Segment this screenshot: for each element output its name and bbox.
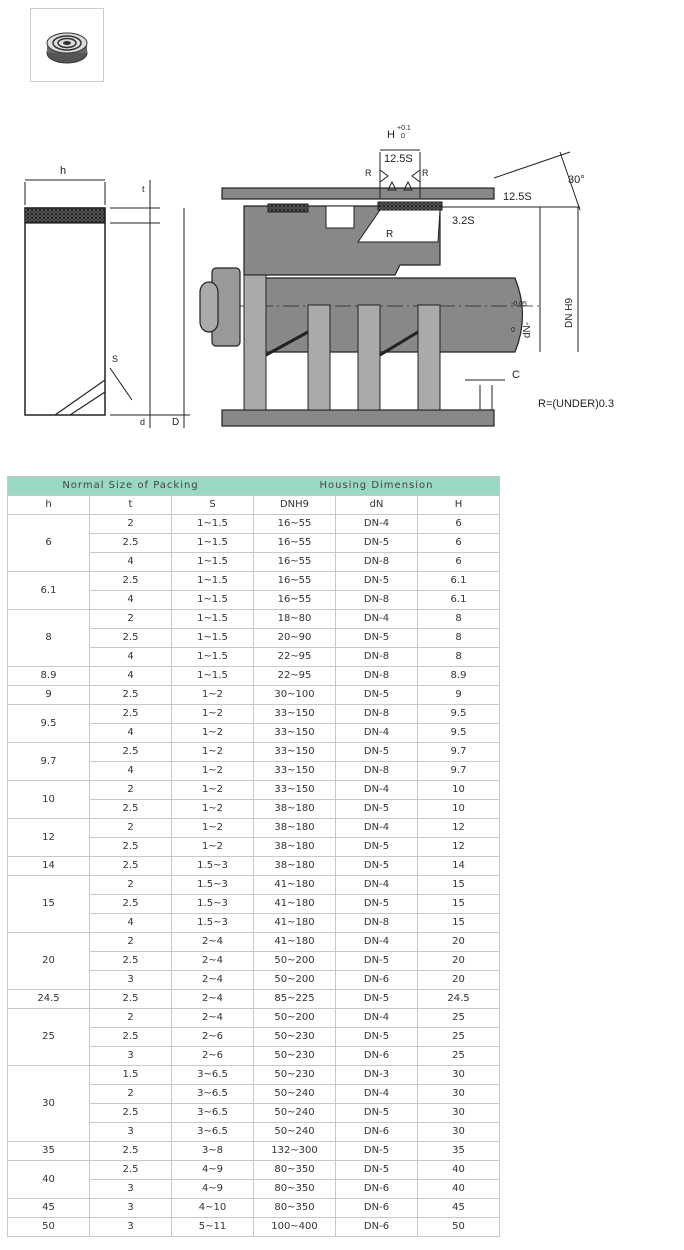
cell-H: 50 [418, 1218, 500, 1237]
cell-DNH9: 50~230 [254, 1028, 336, 1047]
table-row [8, 572, 500, 591]
cell-S: 3~8 [172, 1142, 254, 1161]
cell-dN: DN-5 [336, 629, 418, 648]
cell-t: 2 [90, 819, 172, 838]
cell-h: 12 [8, 819, 90, 857]
cell-dN: DN-4 [336, 781, 418, 800]
cell-dN: DN-5 [336, 990, 418, 1009]
cell-S: 1~2 [172, 686, 254, 705]
cell-H: 9 [418, 686, 500, 705]
cell-t: 4 [90, 724, 172, 743]
cell-S: 1~1.5 [172, 629, 254, 648]
table-row [8, 1161, 500, 1180]
table-row [8, 876, 500, 895]
cell-H: 30 [418, 1085, 500, 1104]
cell-S: 4~9 [172, 1161, 254, 1180]
cell-dN: DN-8 [336, 553, 418, 572]
cell-H: 25 [418, 1028, 500, 1047]
cell-DNH9: 50~240 [254, 1085, 336, 1104]
cell-S: 1~2 [172, 724, 254, 743]
cell-h: 6.1 [8, 572, 90, 610]
cell-dN: DN-4 [336, 933, 418, 952]
cell-DNH9: 50~200 [254, 952, 336, 971]
cell-H: 8.9 [418, 667, 500, 686]
table-row [8, 781, 500, 800]
cell-t: 4 [90, 553, 172, 572]
cell-h: 9.7 [8, 743, 90, 781]
table-row [8, 515, 500, 534]
cell-H: 35 [418, 1142, 500, 1161]
cell-DNH9: 50~240 [254, 1123, 336, 1142]
R-note: R=(UNDER)0.3 [538, 398, 615, 410]
cell-t: 2 [90, 1085, 172, 1104]
cell-t: 2.5 [90, 1104, 172, 1123]
cell-S: 1~1.5 [172, 553, 254, 572]
cell-DNH9: 16~55 [254, 572, 336, 591]
cell-H: 25 [418, 1009, 500, 1028]
table-row [8, 819, 500, 838]
cell-dN: DN-4 [336, 724, 418, 743]
DN-label: DN H9 [564, 297, 575, 328]
cell-t: 4 [90, 667, 172, 686]
cell-t: 2.5 [90, 743, 172, 762]
cell-t: 4 [90, 914, 172, 933]
table-row [8, 667, 500, 686]
cell-S: 1.5~3 [172, 857, 254, 876]
cell-t: 2.5 [90, 572, 172, 591]
cell-S: 2~4 [172, 990, 254, 1009]
cell-h: 45 [8, 1199, 90, 1218]
cell-DNH9: 33~150 [254, 781, 336, 800]
cell-DNH9: 50~230 [254, 1066, 336, 1085]
cell-dN: DN-4 [336, 1085, 418, 1104]
table-row [8, 1009, 500, 1028]
table-row [8, 1218, 500, 1237]
cell-h: 35 [8, 1142, 90, 1161]
column-header-S: S [172, 496, 254, 515]
cell-H: 14 [418, 857, 500, 876]
cell-H: 9.5 [418, 724, 500, 743]
table-row [8, 743, 500, 762]
d-label: d [140, 417, 146, 427]
cell-t: 2.5 [90, 895, 172, 914]
spec-table-body [8, 515, 500, 1237]
table-row [8, 1066, 500, 1085]
cell-DNH9: 33~150 [254, 724, 336, 743]
S-label: S [112, 354, 119, 364]
cell-DNH9: 80~350 [254, 1199, 336, 1218]
cell-h: 20 [8, 933, 90, 990]
cell-t: 2 [90, 876, 172, 895]
cell-dN: DN-3 [336, 1066, 418, 1085]
cell-S: 1~1.5 [172, 534, 254, 553]
angle-label: 30° [568, 174, 585, 186]
cell-DNH9: 16~55 [254, 534, 336, 553]
table-row [8, 686, 500, 705]
cell-t: 2.5 [90, 990, 172, 1009]
cell-H: 40 [418, 1161, 500, 1180]
cell-H: 12 [418, 838, 500, 857]
cell-DNH9: 41~180 [254, 933, 336, 952]
cell-DNH9: 33~150 [254, 705, 336, 724]
cell-t: 2.5 [90, 705, 172, 724]
cell-t: 2 [90, 610, 172, 629]
cell-t: 2 [90, 933, 172, 952]
spec-table [7, 476, 500, 1237]
cell-t: 2.5 [90, 952, 172, 971]
cell-dN: DN-8 [336, 914, 418, 933]
cell-H: 6.1 [418, 572, 500, 591]
cell-dN: DN-5 [336, 800, 418, 819]
packing-ring-icon [31, 9, 103, 81]
cell-t: 4 [90, 591, 172, 610]
cell-S: 1~1.5 [172, 572, 254, 591]
cell-t: 2 [90, 781, 172, 800]
cell-DNH9: 22~95 [254, 667, 336, 686]
cell-H: 6 [418, 534, 500, 553]
cell-h: 6 [8, 515, 90, 572]
cell-dN: DN-6 [336, 1218, 418, 1237]
R-left: R [365, 168, 372, 178]
cell-H: 20 [418, 971, 500, 990]
cell-h: 40 [8, 1161, 90, 1199]
cell-H: 30 [418, 1066, 500, 1085]
cell-h: 8.9 [8, 667, 90, 686]
cell-dN: DN-8 [336, 762, 418, 781]
cell-H: 15 [418, 876, 500, 895]
R-center: R [386, 229, 394, 240]
cell-S: 1~1.5 [172, 591, 254, 610]
h-label: h [60, 165, 67, 177]
cell-S: 3~6.5 [172, 1066, 254, 1085]
cell-t: 2.5 [90, 629, 172, 648]
cell-S: 2~4 [172, 971, 254, 990]
cell-DNH9: 50~240 [254, 1104, 336, 1123]
cell-DNH9: 100~400 [254, 1218, 336, 1237]
cell-H: 9.7 [418, 762, 500, 781]
cell-H: 6.1 [418, 591, 500, 610]
dN-tol-lower: -0.05 [511, 301, 527, 308]
cell-dN: DN-4 [336, 1009, 418, 1028]
cell-dN: DN-5 [336, 1161, 418, 1180]
table-row [8, 705, 500, 724]
cell-h: 50 [8, 1218, 90, 1237]
cell-S: 1.5~3 [172, 914, 254, 933]
cell-h: 14 [8, 857, 90, 876]
cell-S: 1~2 [172, 819, 254, 838]
cell-h: 25 [8, 1009, 90, 1066]
cell-S: 3~6.5 [172, 1085, 254, 1104]
cell-dN: DN-5 [336, 572, 418, 591]
cell-h: 9.5 [8, 705, 90, 743]
t-label: t [142, 184, 145, 194]
table-row [8, 990, 500, 1009]
cell-h: 30 [8, 1066, 90, 1142]
cell-DNH9: 38~180 [254, 800, 336, 819]
group-header-packing: Normal Size of Packing [8, 477, 254, 496]
D-label: D [172, 417, 180, 428]
cell-DNH9: 16~55 [254, 591, 336, 610]
cell-S: 1~1.5 [172, 667, 254, 686]
cell-DNH9: 33~150 [254, 743, 336, 762]
cell-S: 1~2 [172, 705, 254, 724]
table-row [8, 857, 500, 876]
cell-H: 8 [418, 610, 500, 629]
cell-S: 1~2 [172, 743, 254, 762]
column-header-t: t [90, 496, 172, 515]
cell-t: 3 [90, 971, 172, 990]
cell-h: 24.5 [8, 990, 90, 1009]
column-header-H: H [418, 496, 500, 515]
cell-S: 4~9 [172, 1180, 254, 1199]
cell-H: 10 [418, 781, 500, 800]
cell-H: 25 [418, 1047, 500, 1066]
cell-DNH9: 80~350 [254, 1180, 336, 1199]
table-row [8, 1142, 500, 1161]
cell-h: 10 [8, 781, 90, 819]
cell-S: 1~1.5 [172, 610, 254, 629]
cell-DNH9: 132~300 [254, 1142, 336, 1161]
cell-h: 15 [8, 876, 90, 933]
cell-DNH9: 85~225 [254, 990, 336, 1009]
H-label: H [387, 129, 395, 141]
cell-H: 15 [418, 895, 500, 914]
cell-dN: DN-5 [336, 1142, 418, 1161]
cell-dN: DN-5 [336, 1028, 418, 1047]
cell-dN: DN-6 [336, 1199, 418, 1218]
cell-t: 1.5 [90, 1066, 172, 1085]
cell-dN: DN-5 [336, 1104, 418, 1123]
cell-t: 2.5 [90, 800, 172, 819]
cell-DNH9: 38~180 [254, 838, 336, 857]
cell-t: 3 [90, 1180, 172, 1199]
H-tol-lower: 0 [401, 133, 405, 140]
table-row [8, 610, 500, 629]
dN-label: dN- [522, 321, 533, 338]
cell-DNH9: 16~55 [254, 553, 336, 572]
cell-t: 3 [90, 1218, 172, 1237]
cell-S: 2~4 [172, 933, 254, 952]
cell-S: 2~4 [172, 952, 254, 971]
cell-H: 8 [418, 629, 500, 648]
finish-inner: 3.2S [452, 215, 475, 227]
cell-DNH9: 41~180 [254, 914, 336, 933]
table-row [8, 933, 500, 952]
cell-DNH9: 50~200 [254, 1009, 336, 1028]
cell-DNH9: 33~150 [254, 762, 336, 781]
housing-drawing [0, 110, 684, 440]
cell-DNH9: 18~80 [254, 610, 336, 629]
cell-dN: DN-5 [336, 534, 418, 553]
cell-t: 2.5 [90, 1161, 172, 1180]
dN-tol-upper: 0 [511, 327, 515, 334]
cell-DNH9: 41~180 [254, 876, 336, 895]
cell-dN: DN-5 [336, 743, 418, 762]
cell-DNH9: 50~200 [254, 971, 336, 990]
cell-S: 1.5~3 [172, 895, 254, 914]
cell-dN: DN-5 [336, 952, 418, 971]
cell-dN: DN-8 [336, 705, 418, 724]
cell-S: 1~2 [172, 838, 254, 857]
cell-dN: DN-6 [336, 1047, 418, 1066]
cell-S: 1.5~3 [172, 876, 254, 895]
cell-dN: DN-6 [336, 971, 418, 990]
cell-H: 45 [418, 1199, 500, 1218]
cell-DNH9: 20~90 [254, 629, 336, 648]
cell-dN: DN-4 [336, 876, 418, 895]
cell-DNH9: 80~350 [254, 1161, 336, 1180]
finish-right: 12.5S [503, 191, 532, 203]
cell-t: 3 [90, 1047, 172, 1066]
cell-t: 2.5 [90, 534, 172, 553]
product-thumbnail[interactable] [30, 8, 104, 82]
cell-t: 2.5 [90, 1028, 172, 1047]
cell-S: 3~6.5 [172, 1104, 254, 1123]
cell-H: 40 [418, 1180, 500, 1199]
cell-dN: DN-8 [336, 648, 418, 667]
cell-DNH9: 16~55 [254, 515, 336, 534]
cell-S: 1~2 [172, 800, 254, 819]
cell-H: 24.5 [418, 990, 500, 1009]
cell-H: 10 [418, 800, 500, 819]
cell-DNH9: 22~95 [254, 648, 336, 667]
cell-t: 2.5 [90, 857, 172, 876]
cell-dN: DN-5 [336, 686, 418, 705]
cell-S: 2~6 [172, 1047, 254, 1066]
cell-H: 30 [418, 1123, 500, 1142]
cell-dN: DN-4 [336, 610, 418, 629]
group-header-housing: Housing Dimension [254, 477, 500, 496]
cell-S: 5~11 [172, 1218, 254, 1237]
cell-dN: DN-5 [336, 895, 418, 914]
finish-top: 12.5S [384, 153, 413, 165]
R-right: R [422, 168, 429, 178]
cell-H: 8 [418, 648, 500, 667]
cell-t: 3 [90, 1123, 172, 1142]
cell-H: 30 [418, 1104, 500, 1123]
cell-dN: DN-5 [336, 838, 418, 857]
cell-H: 15 [418, 914, 500, 933]
cell-dN: DN-4 [336, 515, 418, 534]
cell-H: 12 [418, 819, 500, 838]
cell-t: 3 [90, 1199, 172, 1218]
cell-DNH9: 41~180 [254, 895, 336, 914]
cell-S: 2~6 [172, 1028, 254, 1047]
cell-DNH9: 38~180 [254, 857, 336, 876]
cell-H: 20 [418, 933, 500, 952]
cell-DNH9: 38~180 [254, 819, 336, 838]
cell-S: 4~10 [172, 1199, 254, 1218]
cell-S: 1~1.5 [172, 515, 254, 534]
cell-dN: DN-5 [336, 857, 418, 876]
cell-DNH9: 50~230 [254, 1047, 336, 1066]
table-row [8, 1199, 500, 1218]
C-label: C [512, 369, 520, 381]
cell-dN: DN-8 [336, 667, 418, 686]
cell-h: 9 [8, 686, 90, 705]
cell-t: 4 [90, 648, 172, 667]
cell-h: 8 [8, 610, 90, 667]
cell-S: 1~2 [172, 762, 254, 781]
cell-H: 6 [418, 515, 500, 534]
cell-S: 3~6.5 [172, 1123, 254, 1142]
cell-H: 9.7 [418, 743, 500, 762]
column-header-h: h [8, 496, 90, 515]
cell-t: 2.5 [90, 686, 172, 705]
cell-t: 2.5 [90, 838, 172, 857]
cell-S: 2~4 [172, 1009, 254, 1028]
cell-S: 1~2 [172, 781, 254, 800]
cell-S: 1~1.5 [172, 648, 254, 667]
cell-DNH9: 30~100 [254, 686, 336, 705]
cell-t: 2.5 [90, 1142, 172, 1161]
cell-dN: DN-6 [336, 1123, 418, 1142]
cell-t: 2 [90, 1009, 172, 1028]
H-tol-upper: +0.1 [397, 125, 411, 132]
cell-H: 6 [418, 553, 500, 572]
cell-t: 4 [90, 762, 172, 781]
packing-section [25, 180, 190, 428]
cell-H: 20 [418, 952, 500, 971]
cell-dN: DN-4 [336, 819, 418, 838]
cell-t: 2 [90, 515, 172, 534]
cell-dN: DN-8 [336, 591, 418, 610]
column-header-DNH9: DNH9 [254, 496, 336, 515]
column-header-dN: dN [336, 496, 418, 515]
cell-dN: DN-6 [336, 1180, 418, 1199]
cell-H: 9.5 [418, 705, 500, 724]
